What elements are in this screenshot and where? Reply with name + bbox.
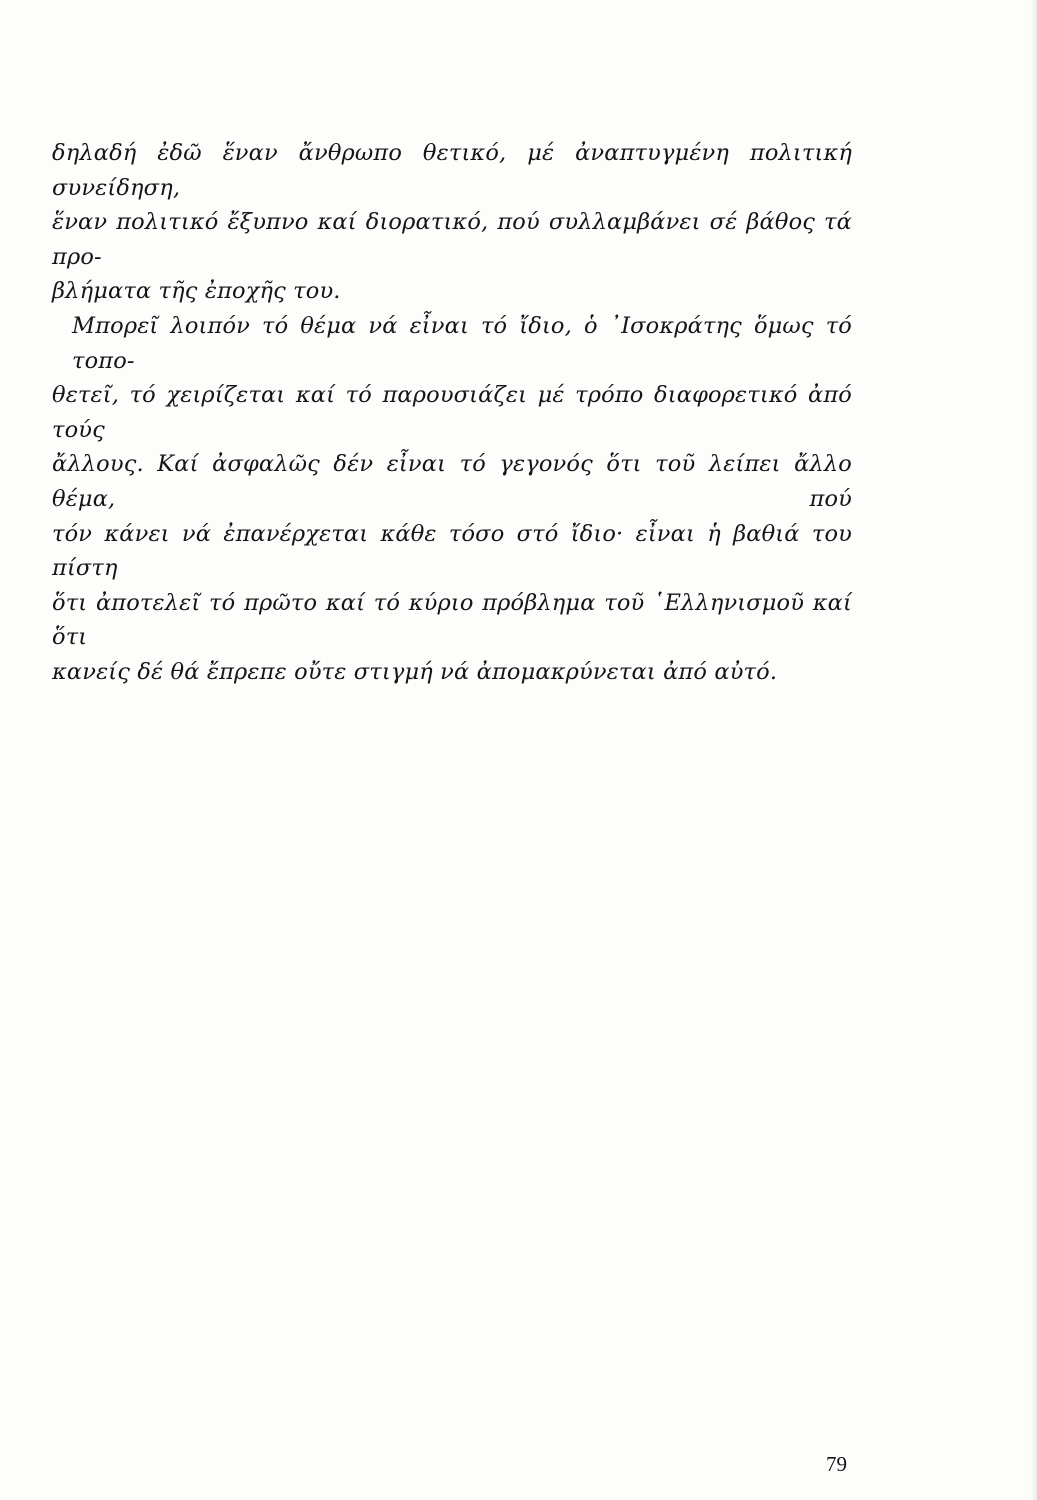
body-text bbox=[52, 136, 852, 690]
text-line: θετεῖ, τό χειρίζεται καί τό παρουσιάζει μέ τρόπο διαφορετικό ἀπό τούς bbox=[52, 382, 852, 443]
paragraph-2 bbox=[52, 309, 852, 690]
text-line: ὅτι ἀποτελεῖ τό πρῶτο καί τό κύριο πρόβλημα τοῦ ῾Ελληνισμοῦ καί ὅτι bbox=[52, 589, 852, 651]
text-line: τόν κάνει νά ἐπανέρχεται κάθε τόσο στό ἴδιο· εἶναι ἡ βαθιά του πίστη bbox=[52, 520, 852, 582]
text-line: ἕναν πολιτικό ἔξυπνο καί διορατικό, πού συλλαμβάνει σέ βάθος τά προ- bbox=[52, 209, 852, 270]
text-line: ἄλλους. Καί ἀσφαλῶς δέν εἶναι τό γεγονός ὅτι τοῦ λείπει ἄλλο θέμα, πού bbox=[52, 451, 852, 512]
text-line: Μπορεῖ λοιπόν τό θέμα νά εἶναι τό ἴδιο, ὁ ᾿Ισοκράτης ὅμως τό τοπο- bbox=[72, 312, 852, 374]
text-line: δηλαδή ἐδῶ ἕναν ἄνθρωπο θετικό, μέ ἀναπτυγμένη πολιτική συνείδηση, bbox=[52, 140, 852, 201]
text-line: βλήματα τῆς ἐποχῆς του. bbox=[52, 278, 341, 305]
page-number: 79 bbox=[826, 1452, 847, 1476]
text-line: κανείς δέ θά ἔπρεπε οὔτε στιγμή νά ἀπομακρύνεται ἀπό αὐτό. bbox=[52, 658, 778, 685]
page-edge bbox=[1031, 0, 1037, 1500]
paragraph-1 bbox=[52, 136, 852, 309]
